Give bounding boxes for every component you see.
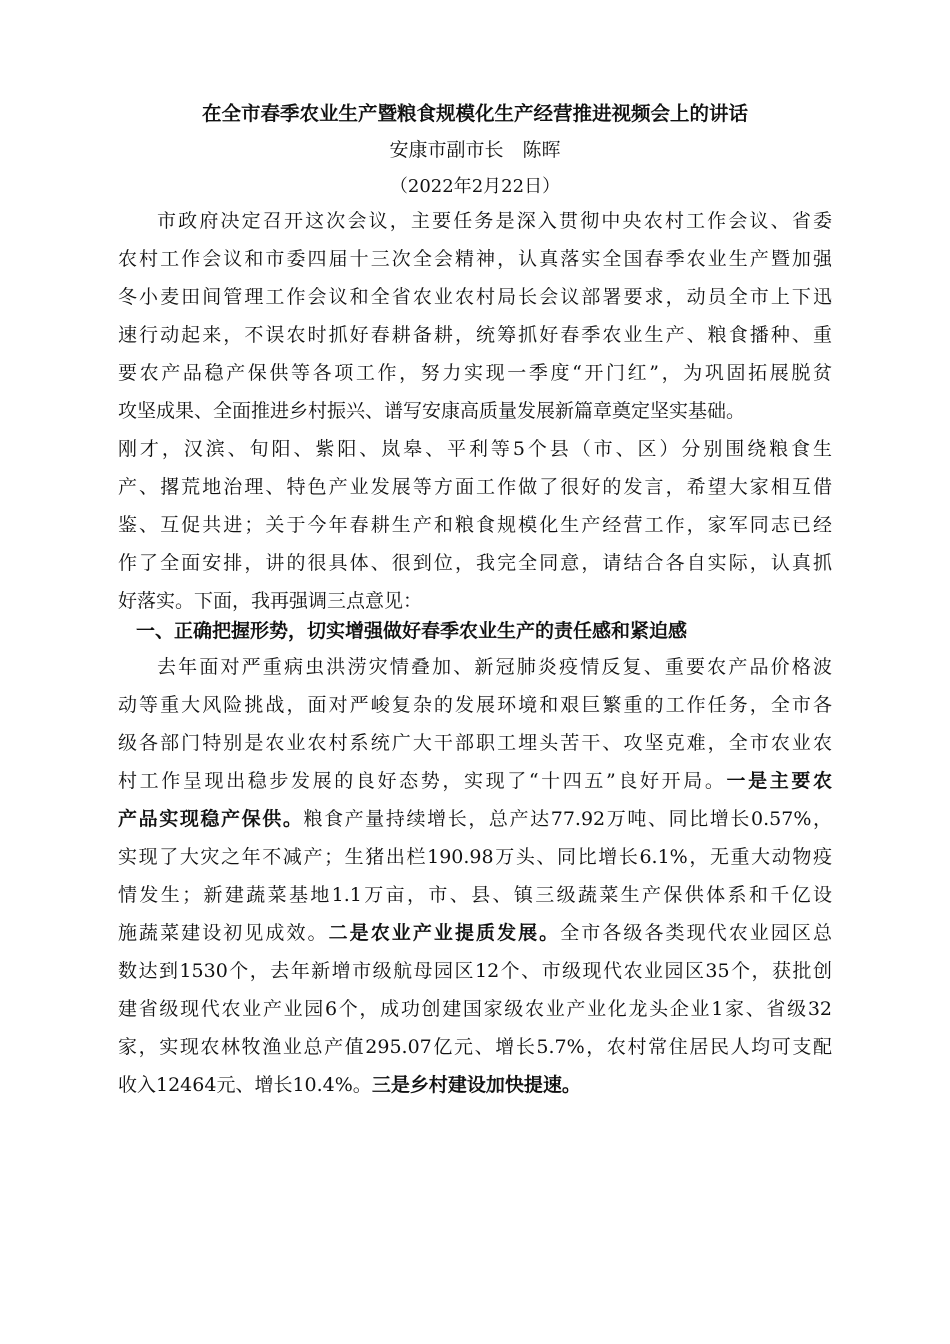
paragraph-line: 刚才，汉滨、旬阳、紫阳、岚皋、平利等5个县（市、区）分别围绕粮食生 (118, 438, 832, 460)
paragraph-line: 去年面对严重病虫洪涝灾情叠加、新冠肺炎疫情反复、重要农产品价格波 (157, 656, 832, 678)
paragraph-line: 产、撂荒地治理、特色产业发展等方面工作做了很好的发言，希望大家相互借 (118, 476, 832, 498)
paragraph-line (118, 914, 832, 952)
paragraph-line (118, 800, 832, 838)
paragraph-line: 攻坚成果、全面推进乡村振兴、谱写安康高质量发展新篇章奠定坚实基础。 (118, 400, 746, 422)
bold-highlight: 三是乡村建设加快提速。 (371, 1074, 581, 1096)
paragraph-line: 实现了大灾之年不减产；生猪出栏190.98万头、同比增长6.1%，无重大动物疫 (118, 846, 832, 868)
paragraph-text: 收入12464元、增长10.4%。 (118, 1074, 372, 1096)
document-date: （2022年2月22日） (389, 176, 561, 197)
paragraph-line: 要农产品稳产保供等各项工作，努力实现一季度“开门红”，为巩固拓展脱贫 (118, 362, 832, 384)
paragraph-line: 冬小麦田间管理工作会议和全省农业农村局长会议部署要求，动员全市上下迅 (118, 286, 832, 308)
paragraph-text: 施蔬菜建设初见成效。 (118, 922, 329, 944)
paragraph-text: 粮食产量持续增长，总产达77.92万吨、同比增长0.57%， (303, 808, 832, 830)
bold-highlight: 一是主要农 (726, 770, 832, 792)
paragraph-line (118, 1066, 832, 1104)
paragraph-line: 动等重大风险挑战，面对严峻复杂的发展环境和艰巨繁重的工作任务，全市各 (118, 694, 832, 716)
paragraph-line: 建省级现代农业产业园6个，成功创建国家级农业产业化龙头企业1家、省级32 (118, 998, 832, 1020)
section-heading: 一、正确把握形势，切实增强做好春季农业生产的责任感和紧迫感 (136, 620, 688, 642)
paragraph-line: 数达到1530个，去年新增市级航母园区12个、市级现代农业园区35个，获批创 (118, 960, 832, 982)
paragraph-line: 市政府决定召开这次会议，主要任务是深入贯彻中央农村工作会议、省委 (157, 210, 832, 232)
paragraph-line: 好落实。下面，我再强调三点意见： (118, 590, 423, 612)
bold-highlight: 二是农业产业提质发展。 (328, 922, 561, 944)
document-title: 在全市春季农业生产暨粮食规模化生产经营推进视频会上的讲话 (201, 102, 748, 125)
paragraph-line: 情发生；新建蔬菜基地1.1万亩，市、县、镇三级蔬菜生产保供体系和千亿设 (118, 884, 832, 906)
paragraph-text: 村工作呈现出稳步发展的良好态势，实现了“十四五”良好开局。 (118, 770, 727, 792)
paragraph-line: 作了全面安排，讲的很具体、很到位，我完全同意，请结合各自实际，认真抓 (118, 552, 832, 574)
paragraph-line (118, 762, 832, 800)
paragraph-text: 全市各级各类现代农业园区总 (560, 922, 832, 944)
paragraph-line: 农村工作会议和市委四届十三次全会精神，认真落实全国春季农业生产暨加强 (118, 248, 832, 270)
document-author: 安康市副市长 陈晖 (389, 139, 561, 161)
bold-highlight: 产品实现稳产保供。 (118, 808, 304, 830)
paragraph-line: 级各部门特别是农业农村系统广大干部职工埋头苦干、攻坚克难，全市农业农 (118, 732, 832, 754)
paragraph-line: 速行动起来，不误农时抓好春耕备耕，统筹抓好春季农业生产、粮食播种、重 (118, 324, 832, 346)
paragraph-line: 鉴、互促共进；关于今年春耕生产和粮食规模化生产经营工作，家军同志已经 (118, 514, 832, 536)
paragraph-line: 家，实现农林牧渔业总产值295.07亿元、增长5.7%，农村常住居民人均可支配 (118, 1036, 832, 1058)
